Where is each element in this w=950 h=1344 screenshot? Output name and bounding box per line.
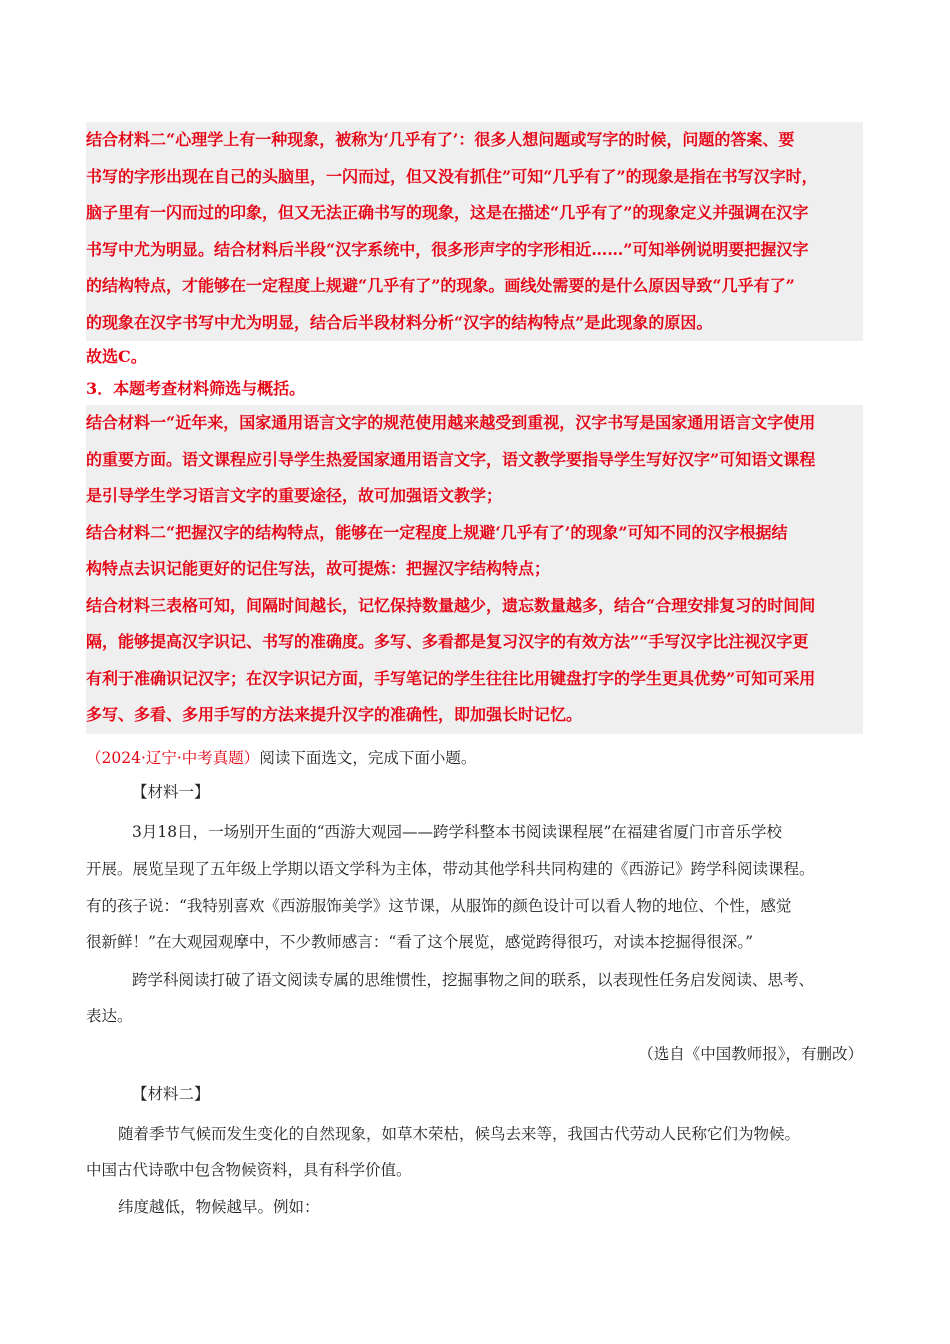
q2-analysis-line: 脑子里有一闪而过的印象，但又无法正确书写的现象，这是在描述“几乎有了”的现象定义并强调在汉字 [86, 203, 809, 222]
material-one [86, 780, 863, 1070]
q2-analysis-line: 的结构特点，才能够在一定程度上规避“几乎有了”的现象。画线处需要的是什么原因导致“几乎有了” [86, 276, 795, 295]
q3-analysis-line: 有利于准确识记汉字；在汉字识记方面，手写笔记的学生往往比用键盘打字的学生更具优势”可知可采用 [86, 668, 816, 688]
material-one-title: 【材料一】 [132, 783, 210, 801]
material-two-line: 中国古代诗歌中包含物候资料，具有科学价值。 [86, 1161, 412, 1179]
q3-analysis-line: 多写、多看、多用手写的方法来提升汉字的准确性，即加强长时记忆。 [86, 705, 583, 724]
material-one-line: 表达。 [86, 1007, 133, 1025]
answer-analysis [86, 122, 863, 734]
question-instruction: 阅读下面选文，完成下面小题。 [259, 749, 477, 767]
material-one-line: 跨学科阅读打破了语文阅读专属的思维惯性，挖掘事物之间的联系，以表现性任务启发阅读、思考、 [132, 971, 815, 989]
material-one-source: （选自《中国教师报》，有删改） [638, 1045, 863, 1063]
q3-analysis-line: 结合材料二“把握汉字的结构特点，能够在一定程度上规避‘几乎有了’的现象”可知不同的汉字根据结 [86, 522, 788, 542]
question-header [86, 745, 476, 771]
q2-analysis-line: 结合材料二“心理学上有一种现象，被称为‘几乎有了’：很多人想问题或写字的时候，问题的答案、要 [86, 130, 795, 149]
material-one-line: 开展。展览呈现了五年级上学期以语文学科为主体，带动其他学科共同构建的《西游记》跨学科阅读课程。 [86, 860, 815, 878]
material-two-title: 【材料二】 [132, 1085, 210, 1103]
q3-heading: 3．本题考查材料筛选与概括。 [86, 379, 306, 398]
q3-analysis-line: 隔，能够提高汉字识记、书写的准确度。多写、多看都是复习汉字的有效方法”“手写汉字比注视汉字更 [86, 632, 809, 651]
q3-analysis-line: 构特点去识记能更好的记住写法，故可提炼：把握汉字结构特点； [86, 559, 551, 578]
material-two-line: 随着季节气候而发生变化的自然现象，如草木荣枯，候鸟去来等，我国古代劳动人民称它们为物候。 [118, 1125, 801, 1143]
q3-analysis-line: 的重要方面。语文课程应引导学生热爱国家通用语言文字，语文教学要指导学生写好汉字”可知语文课程 [86, 449, 816, 469]
q3-analysis-line: 结合材料三表格可知，间隔时间越长，记忆保持数量越少，遗忘数量越多，结合“合理安排复习的时间间 [86, 595, 816, 615]
q2-analysis-block [86, 122, 863, 341]
q3-analysis-block [86, 405, 863, 734]
material-one-line: 3月18日，一场别开生面的“西游大观园——跨学科整本书阅读课程展”在福建省厦门市音乐学校 [132, 823, 782, 841]
material-two-line: 纬度越低，物候越早。例如： [118, 1198, 320, 1216]
q2-analysis-line: 的现象在汉字书写中尤为明显，结合后半段材料分析“汉字的结构特点”是此现象的原因。 [86, 312, 713, 332]
material-two [86, 1082, 863, 1216]
question-source: （2024·辽宁·中考真题） [86, 749, 260, 767]
q3-analysis-line: 结合材料一“近年来，国家通用语言文字的规范使用越来越受到重视，汉字书写是国家通用语言文字使用 [86, 413, 816, 432]
q2-analysis-line: 书写的字形出现在自己的头脑里，一闪而过，但又没有抓住”可知“几乎有了”的现象是指在书写汉字时， [86, 166, 818, 186]
material-one-line: 有的孩子说：“我特别喜欢《西游服饰美学》这节课，从服饰的颜色设计可以看人物的地位、个性，感觉 [86, 897, 792, 915]
q3-analysis-line: 是引导学生学习语言文字的重要途径，故可加强语文教学； [86, 486, 503, 505]
q2-analysis-line: 书写中尤为明显。结合材料后半段“汉字系统中，很多形声字的字形相近……”可知举例说明要把握汉字 [86, 239, 809, 259]
material-one-line: 很新鲜！”在大观园观摩中，不少教师感言：“看了这个展览，感觉跨得很巧，对读本挖掘得很深。” [86, 933, 754, 951]
q2-conclusion: 故选C。 [86, 347, 147, 366]
